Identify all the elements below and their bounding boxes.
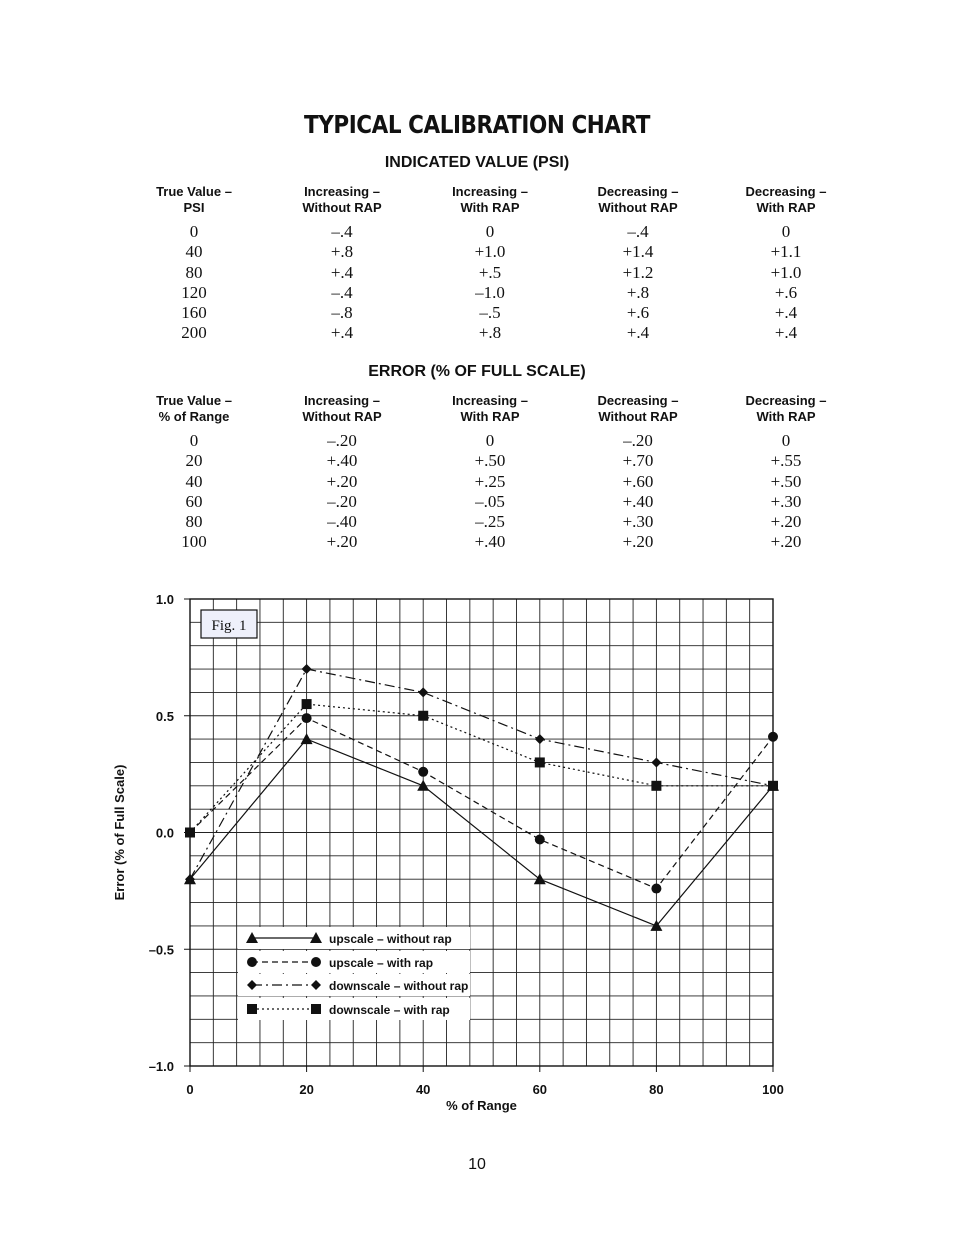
table1-heading: INDICATED VALUE (PSI) [384,154,570,171]
table-cell: 60 [185,491,203,511]
series-square [185,699,778,837]
diamond-marker [302,664,312,674]
legend [238,927,470,1020]
table-cell: +.8 [478,323,502,343]
diamond-marker [535,734,545,744]
table-cell: +1.2 [622,262,654,282]
y-axis-label: Error (% of Full Scale) [112,764,127,901]
column-header: Decreasing – Without RAP [597,184,679,215]
table-cell: +.4 [774,323,798,343]
square-marker [247,1004,257,1014]
table-cell: –.8 [331,303,353,323]
table-cell: +.55 [770,451,802,471]
table-cell: +.50 [770,471,802,491]
series-diamond [185,664,778,884]
column-header: Decreasing – With RAP [745,184,827,215]
x-tick-label: 60 [532,1082,548,1097]
table-cell: 120 [181,282,207,302]
table-cell: +.60 [622,471,654,491]
table-cell: –.20 [623,431,653,450]
table-cell: +.8 [330,242,354,262]
table-cell: +.6 [774,282,798,302]
diamond-marker [651,757,661,767]
table-cell: +.20 [770,532,802,552]
column-header: Increasing – With RAP [452,184,528,215]
table-cell: 40 [185,471,203,491]
legend-label: upscale – without rap [329,932,452,946]
table-cell: 160 [181,303,207,323]
square-marker [535,757,545,767]
table-cell: +.4 [330,262,354,282]
table-cell: +.20 [622,532,654,552]
table-cell: +.20 [770,512,802,532]
table-cell: +.5 [478,262,502,282]
series-line [190,718,773,888]
square-marker [185,828,195,838]
triangle-marker [417,780,429,791]
square-marker [418,711,428,721]
x-tick-label: 100 [762,1082,784,1097]
table-cell: +.8 [626,282,650,302]
column-header: True Value – PSI [156,184,232,215]
y-tick-label: –0.5 [148,942,174,958]
table-cell: –.4 [331,222,353,241]
fig-label: Fig. 1 [211,618,247,634]
table-cell: 0 [485,222,495,241]
circle-marker [418,767,428,777]
table-cell: –.20 [327,431,357,450]
circle-marker [535,835,545,845]
table-cell: +1.4 [622,242,654,262]
x-tick-label: 20 [299,1082,314,1097]
square-marker [302,699,312,709]
table-cell: –.25 [475,512,505,532]
column-header: Decreasing – With RAP [745,393,827,424]
table-cell: +1.0 [474,242,506,262]
diamond-marker [418,687,428,697]
table-cell: +.20 [326,532,358,552]
column-header: True Value – % of Range [156,393,232,424]
column-header: Increasing – Without RAP [302,184,382,215]
circle-marker [768,732,778,742]
square-marker [651,781,661,791]
table-cell: –1.0 [475,282,505,302]
square-marker [768,781,778,791]
y-tick-label: 0.0 [155,825,174,841]
table-cell: 20 [185,451,203,471]
table-cell: –.4 [331,282,353,302]
table-cell: –.40 [327,512,357,532]
y-tick-label: 1.0 [155,592,174,607]
page-number: 10 [468,1156,486,1173]
circle-marker [302,713,312,723]
table-cell: 0 [781,431,791,450]
circle-marker [651,884,661,894]
table-cell: +.20 [326,471,358,491]
x-tick-label: 40 [415,1082,431,1097]
x-tick-label: 0 [186,1082,194,1097]
x-tick-label: 80 [649,1082,664,1097]
legend-label: downscale – with rap [329,1003,450,1017]
table-cell: +1.0 [770,262,802,282]
x-axis-label: % of Range [446,1098,517,1113]
legend-label: upscale – with rap [329,956,434,970]
table-cell: +.4 [330,323,354,343]
table-cell: +.6 [626,303,650,323]
table-cell: –.20 [327,491,357,511]
page-title: TYPICAL CALIBRATION CHART [304,110,650,139]
table-cell: +.70 [622,451,654,471]
table-cell: 40 [185,242,203,262]
table-cell: +.40 [326,451,358,471]
series-circle [185,713,778,893]
triangle-marker [301,733,313,744]
table-cell: 0 [781,222,791,241]
table-cell: +.4 [626,323,650,343]
y-tick-label: –1.0 [148,1059,174,1074]
column-header: Decreasing – Without RAP [597,393,679,424]
table-cell: +.30 [622,512,654,532]
column-header: Increasing – With RAP [452,393,528,424]
table-cell: –.5 [479,303,501,323]
table-cell: +.4 [774,303,798,323]
column-header: Increasing – Without RAP [302,393,382,424]
table-cell: –.4 [627,222,649,241]
table-cell: 0 [189,431,199,450]
table-cell: 100 [181,532,207,552]
triangle-marker [534,873,546,884]
square-marker [311,1004,321,1014]
table-cell: –.05 [475,491,505,511]
table-cell: 0 [485,431,495,450]
table2-heading: ERROR (% OF FULL SCALE) [368,363,586,380]
table-cell: +.50 [474,451,506,471]
series-line [190,704,773,832]
circle-marker [247,957,257,967]
table-cell: +1.1 [770,242,802,262]
table-cell: 80 [185,262,203,282]
y-tick-label: 0.5 [155,708,174,724]
legend-label: downscale – without rap [329,979,469,993]
circle-marker [311,957,321,967]
table-cell: 80 [185,512,203,532]
table-cell: 200 [181,323,207,343]
table-cell: +.40 [474,532,506,552]
table-cell: +.30 [770,491,802,511]
table-cell: +.25 [474,471,506,491]
table-cell: 0 [189,222,199,241]
table-cell: +.40 [622,491,654,511]
